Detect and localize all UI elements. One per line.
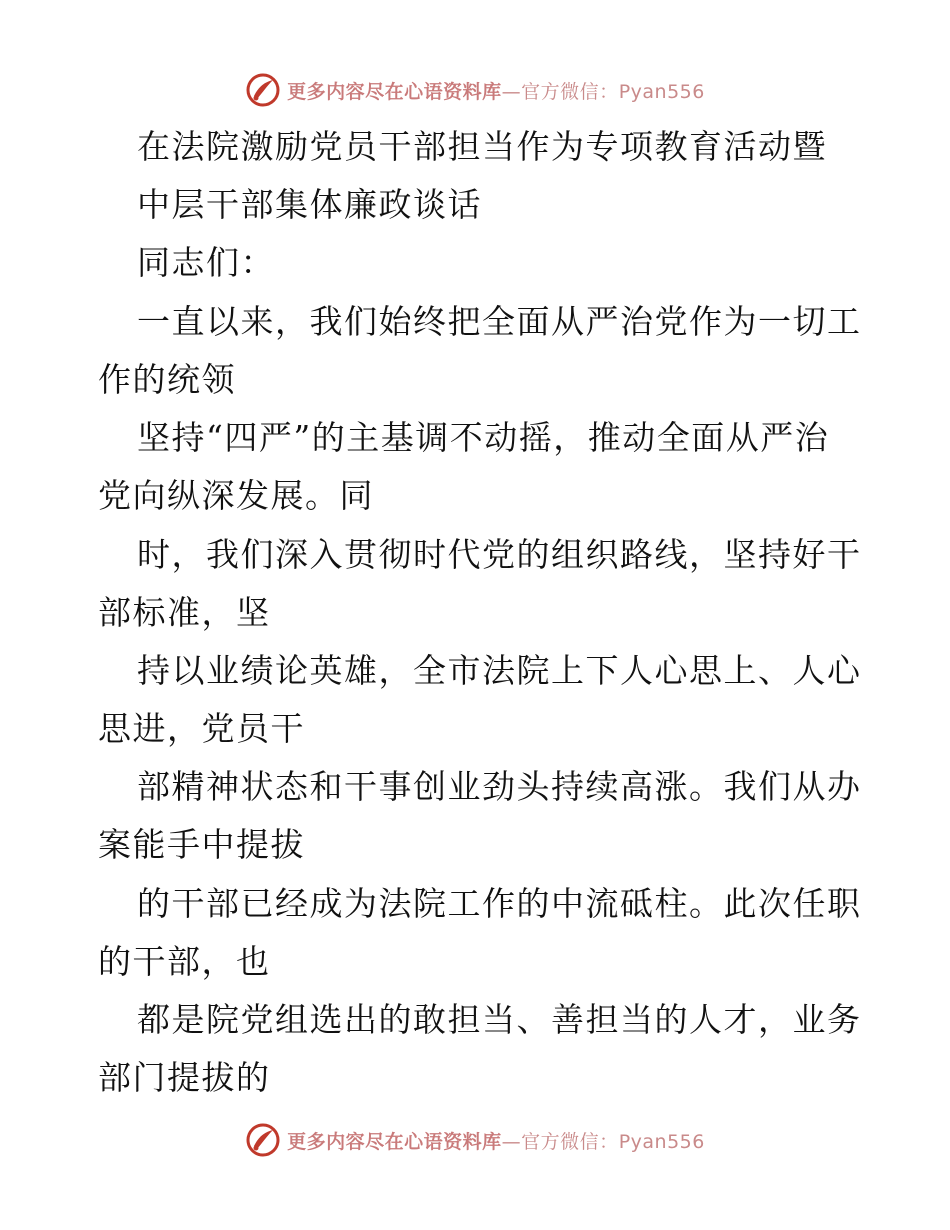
paragraph-line: 党向纵深发展。同 [98,476,374,515]
footer-watermark-text [287,1127,705,1154]
watermark-wechat-label: 官方微信： [521,80,619,103]
header-watermark [0,70,950,110]
watermark-separator: — [501,80,522,103]
paragraph-line: 部精神状态和干事创业劲头持续高涨。我们从办 [137,767,862,806]
document-title-line-1: 在法院激励党员干部担当作为专项教育活动暨 [137,127,827,166]
paragraph-line: 作的统领 [98,360,236,399]
watermark-separator: — [501,1130,522,1153]
header-watermark-text [287,77,705,104]
salutation: 同志们： [137,243,275,282]
footer-watermark [0,1120,950,1160]
paragraph-line: 时，我们深入贯彻时代党的组织路线，坚持好干 [137,535,862,574]
ink-brush-logo-icon [245,1122,281,1158]
paragraph-line: 的干部，也 [98,942,271,981]
ink-brush-logo-icon [245,72,281,108]
paragraph-line: 持以业绩论英雄，全市法院上下人心思上、人心 [137,651,862,690]
paragraph-line: 部门提拔的 [98,1058,271,1097]
watermark-wechat-label: 官方微信： [521,1130,619,1153]
paragraph-line: 思进，党员干 [98,709,305,748]
watermark-wechat-id: Pyan556 [618,1130,705,1153]
watermark-brand: 更多内容尽在心语资料库 [287,80,502,103]
paragraph-line: 都是院党组选出的敢担当、善担当的人才，业务 [137,1000,862,1039]
footer-watermark-inner [245,1122,705,1158]
paragraph-line: 一直以来，我们始终把全面从严治党作为一切工 [137,302,862,341]
header-watermark-inner [245,72,705,108]
paragraph-line: 的干部已经成为法院工作的中流砥柱。此次任职 [137,884,862,923]
watermark-brand: 更多内容尽在心语资料库 [287,1130,502,1153]
paragraph-line: 案能手中提拔 [98,825,305,864]
paragraph-line: 坚持“四严”的主基调不动摇，推动全面从严治 [137,418,830,457]
document-title-line-2: 中层干部集体廉政谈话 [137,185,482,224]
watermark-wechat-id: Pyan556 [618,80,705,103]
paragraph-line: 部标准，坚 [98,593,271,632]
